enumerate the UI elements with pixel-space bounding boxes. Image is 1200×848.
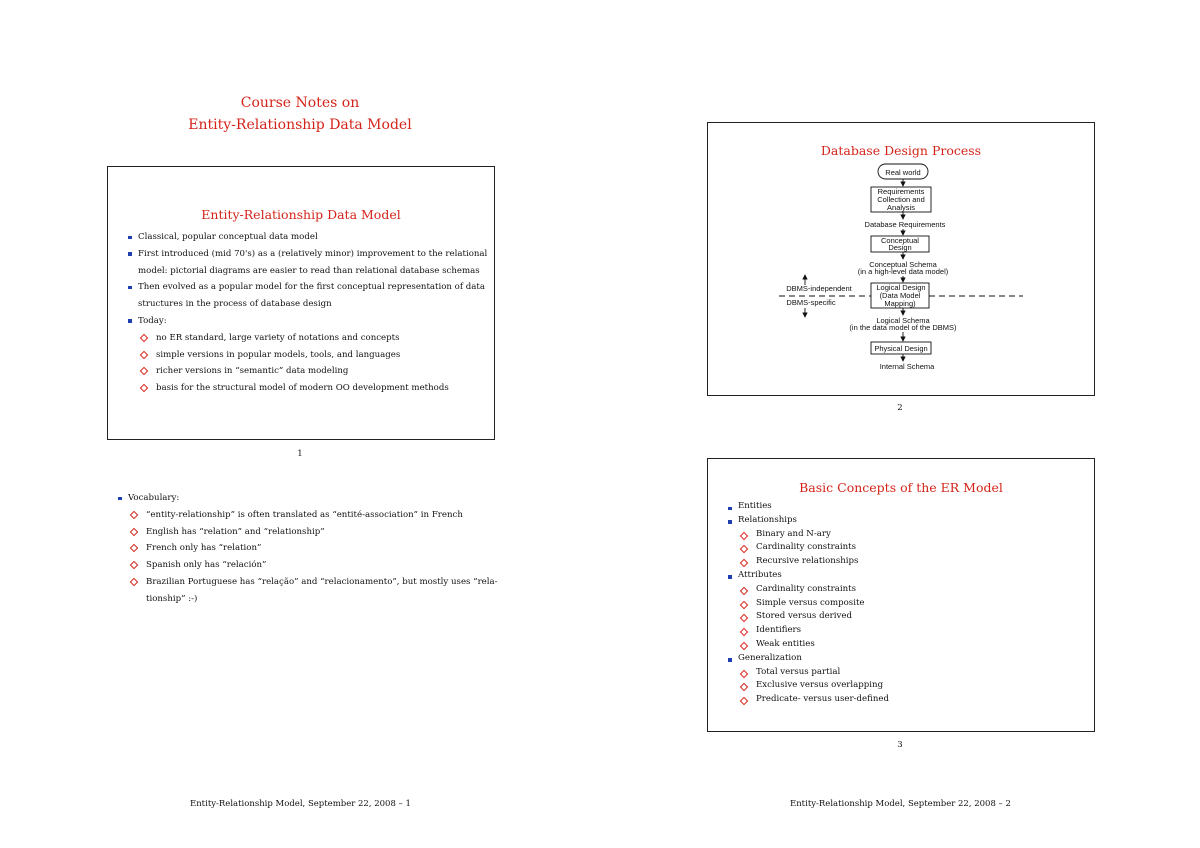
real-world-label: Real world: [885, 168, 921, 177]
sub-list-item: Exclusive versus overlapping: [728, 679, 1068, 693]
conceptual-design-label-2: Design: [888, 243, 912, 252]
dbms-independent-label: DBMS-independent: [786, 284, 852, 293]
slide-3: [707, 458, 1095, 732]
sub-list-item: Spanish only has “relación”: [118, 557, 498, 574]
logical-schema-label-1: Logical Schema: [876, 316, 930, 325]
physical-design-label: Physical Design: [874, 344, 928, 353]
list-item: Classical, popular conceptual data model: [128, 229, 488, 246]
logical-design-label-2: (Data Model: [879, 291, 921, 300]
logical-design-label-1: Logical Design: [876, 283, 926, 292]
page-number-3: 3: [897, 740, 903, 750]
slide-1: [107, 166, 495, 440]
database-design-process-diagram: [707, 122, 1093, 394]
list-item: First introduced (mid 70's) as a (relatively minor) improvement to the relational model: pictorial diagrams are easier to read than relational database schemas: [128, 246, 488, 280]
sub-list-item: Total versus partial: [728, 666, 1068, 680]
conceptual-schema-label-1: Conceptual Schema: [869, 260, 937, 269]
sub-list-item: Brazilian Portuguese has “relação” and “relacionamento”, but mostly uses “rela-tionship” :-): [118, 574, 498, 608]
slide-2-title: Database Design Process: [820, 143, 982, 158]
sub-list-item: Cardinality constraints: [728, 541, 1068, 555]
sub-list-item: Stored versus derived: [728, 610, 1068, 624]
page-number-1: 1: [297, 449, 303, 459]
requirements-label-2: Collection and: [877, 195, 925, 204]
list-item: Entities: [728, 500, 1068, 514]
sub-list-item: English has “relation” and “relationship”: [118, 524, 498, 541]
conceptual-design-label-1: Conceptual: [881, 236, 919, 245]
list-item: Then evolved as a popular model for the first conceptual representation of data structures in the process of database design: [128, 279, 488, 313]
requirements-label-1: Requirements: [877, 187, 925, 196]
sub-list-item: Weak entities: [728, 638, 1068, 652]
list-item: Relationships: [728, 514, 1068, 528]
course-title: [150, 92, 450, 136]
footer-right: Entity-Relationship Model, September 22, 2008 – 2: [790, 799, 1011, 809]
slide-3-title: Basic Concepts of the ER Model: [799, 480, 1003, 495]
sub-list-item: “entity-relationship” is often translated as “entité-association” in French: [118, 507, 498, 524]
course-title-line-1: Course Notes on: [240, 95, 360, 111]
sub-list-item: French only has “relation”: [118, 540, 498, 557]
sub-list-item: basis for the structural model of modern OO development methods: [128, 380, 488, 397]
dbms-specific-label: DBMS-specific: [786, 298, 836, 307]
list-item: Attributes: [728, 569, 1068, 583]
sub-list-item: Predicate- versus user-defined: [728, 693, 1068, 707]
slide-1-bullet-list: [128, 229, 488, 397]
internal-schema-label: Internal Schema: [879, 362, 935, 371]
sub-list-item: Recursive relationships: [728, 555, 1068, 569]
db-requirements-label: Database Requirements: [864, 220, 946, 229]
logical-design-label-3: Mapping): [884, 299, 916, 308]
course-title-line-2: Entity-Relationship Data Model: [188, 117, 412, 133]
sub-list-item: no ER standard, large variety of notations and concepts: [128, 330, 488, 347]
notes-bullet-list: [118, 490, 498, 608]
sub-list-item: Simple versus composite: [728, 597, 1068, 611]
list-item: Vocabulary:: [118, 490, 498, 507]
sub-list-item: richer versions in “semantic” data modeling: [128, 363, 488, 380]
slide-3-bullet-list: [728, 500, 1068, 707]
sub-list-item: Binary and N-ary: [728, 528, 1068, 542]
page-number-2: 2: [897, 403, 903, 413]
logical-schema-label-2: (in the data model of the DBMS): [849, 323, 957, 332]
footer-left: Entity-Relationship Model, September 22, 2008 – 1: [190, 799, 411, 809]
list-item: Today:: [128, 313, 488, 330]
conceptual-schema-label-2: (in a high-level data model): [857, 267, 949, 276]
list-item: Generalization: [728, 652, 1068, 666]
slide-1-title: Entity-Relationship Data Model: [201, 207, 401, 222]
sub-list-item: Cardinality constraints: [728, 583, 1068, 597]
requirements-label-3: Analysis: [887, 203, 915, 212]
sub-list-item: Identifiers: [728, 624, 1068, 638]
sub-list-item: simple versions in popular models, tools, and languages: [128, 347, 488, 364]
